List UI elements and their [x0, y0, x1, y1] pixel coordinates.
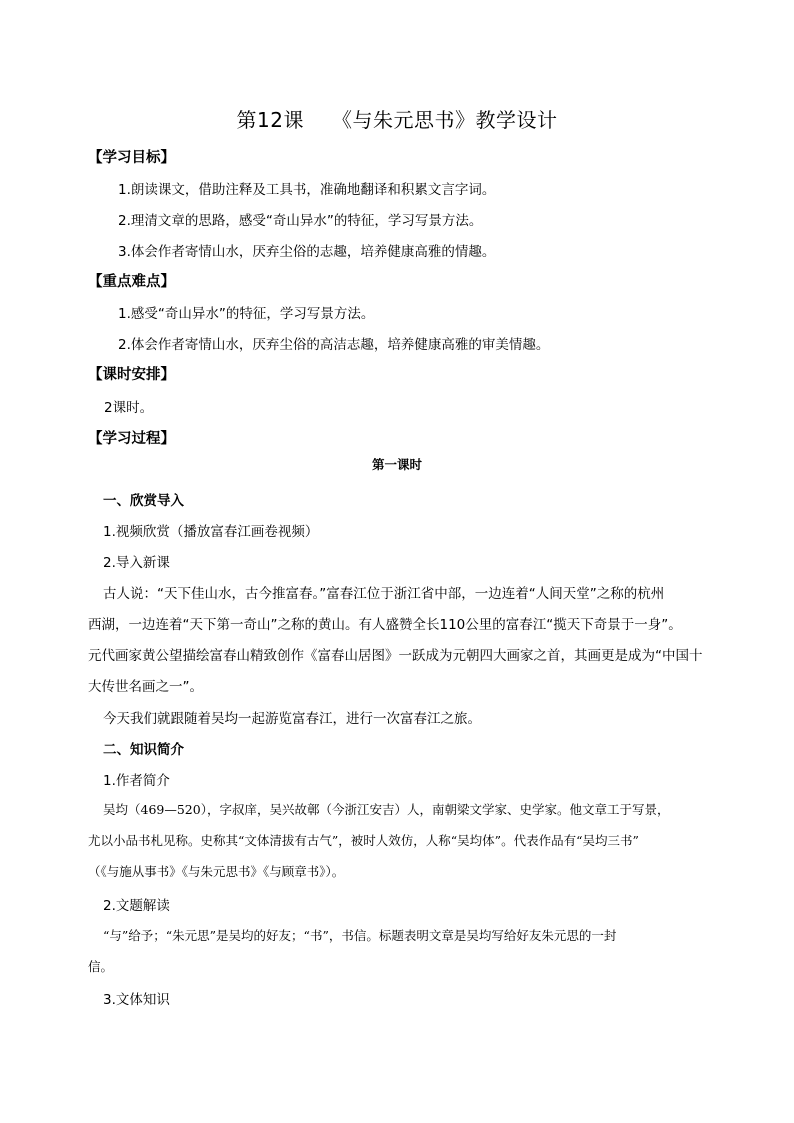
section-heading-goals: 【学习目标】	[88, 150, 175, 166]
intro-line-1: 古人说：“天下佳山水，古今推富春。”富春江位于浙江省中部，一边连着“人间天堂”之称的杭州	[103, 586, 665, 602]
schedule-text: 2课时。	[104, 400, 154, 416]
section-heading-schedule: 【课时安排】	[88, 367, 175, 383]
intro-line-2: 西湖，一边连着“天下第一奇山”之称的黄山。有人盛赞全长110公里的富春江“揽天下奇景于一身”。	[88, 617, 682, 633]
intro-line-4: 大传世名画之一”。	[88, 679, 203, 695]
document-title	[0, 104, 794, 133]
intro-line-3: 元代画家黄公望描绘富春山精致创作《富春山居图》一跃成为元朝四大画家之首，其画更是成为“中国十	[88, 648, 703, 664]
part2-title: 二、知识简介	[103, 742, 184, 758]
section-heading-process: 【学习过程】	[88, 431, 175, 447]
goal-item-1: 1.朗读课文，借助注释及工具书，准确地翻译和积累文言字词。	[118, 182, 496, 198]
author-line-2: 尤以小品书札见称。史称其“文体清拔有古气”，被时人效仿，人称“吴均体”。代表作品有“吴均三书”	[88, 833, 639, 848]
title-lesson: 第12课	[236, 108, 304, 132]
section-heading-key: 【重点难点】	[88, 274, 175, 290]
author-title: 1.作者简介	[103, 773, 170, 789]
goal-item-2: 2.理清文章的思路，感受“奇山异水”的特征，学习写景方法。	[118, 213, 483, 229]
genre-title: 3.文体知识	[103, 992, 170, 1008]
part1-title: 一、欣赏导入	[103, 493, 184, 509]
intro-follow: 今天我们就跟随着吴均一起游览富春江，进行一次富春江之旅。	[103, 711, 481, 727]
title-name: 《与朱元思书》教学设计	[331, 108, 558, 132]
title-read-line-2: 信。	[88, 959, 114, 974]
key-item-2: 2.体会作者寄情山水，厌弃尘俗的高洁志趣，培养健康高雅的审美情趣。	[118, 337, 550, 353]
title-read-line-1: “与”给予；“朱元思”是吴均的好友；“书”，书信。标题表明文章是吴均写给好友朱元思的一封	[103, 928, 617, 943]
part1-item-1: 1.视频欣赏（播放富春江画卷视频）	[103, 524, 319, 540]
period-title: 第一课时	[371, 457, 422, 472]
key-item-1: 1.感受“奇山异水”的特征，学习写景方法。	[118, 306, 375, 322]
title-read-heading: 2.文题解读	[103, 898, 170, 914]
author-line-1: 吴均（469—520），字叔庠，吴兴故鄣（今浙江安吉）人，南朝梁文学家、史学家。他文章工于写景，	[103, 802, 670, 817]
part1-item-2: 2.导入新课	[103, 555, 170, 571]
goal-item-3: 3.体会作者寄情山水，厌弃尘俗的志趣，培养健康高雅的情趣。	[118, 244, 496, 260]
author-line-3: （《与施从事书》《与朱元思书》《与顾章书》）。	[88, 864, 345, 879]
